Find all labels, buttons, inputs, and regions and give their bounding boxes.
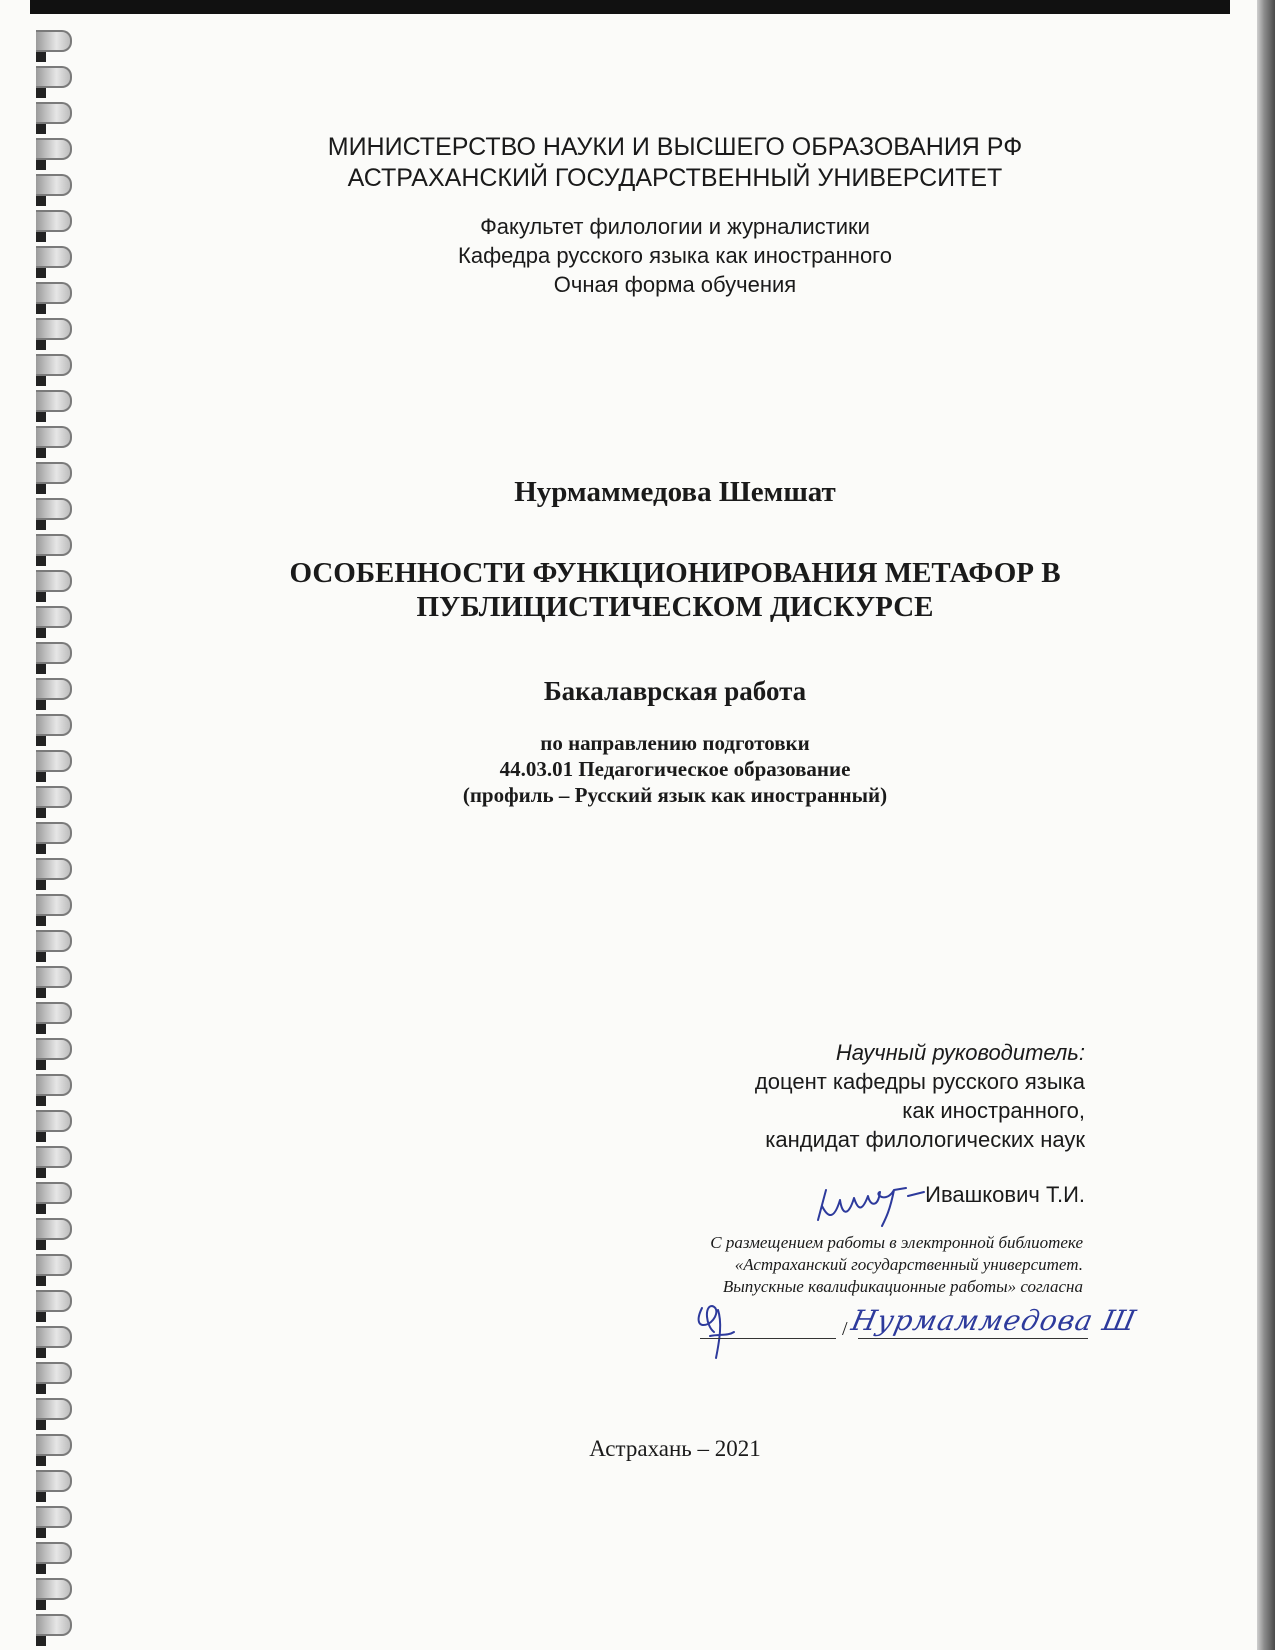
direction-line-2: 44.03.01 Педагогическое образование: [499, 757, 851, 781]
binding-hole: [36, 1420, 46, 1430]
binding-ring: [36, 822, 72, 844]
work-type: Бакалаврская работа: [543, 676, 807, 706]
binding-hole: [36, 916, 46, 926]
thesis-title-line-1: ОСОБЕННОСТИ ФУНКЦИОНИРОВАНИЯ МЕТАФОР В: [289, 557, 1061, 589]
binding-hole: [36, 1276, 46, 1286]
binding-ring: [36, 1362, 72, 1384]
binding-ring: [36, 1542, 72, 1564]
direction-line-1: по направлению подготовки: [540, 731, 810, 755]
binding-hole: [36, 1528, 46, 1538]
handwritten-author-name: Нурмаммедова Ш: [848, 1304, 1140, 1337]
ministry-header: [0, 132, 1275, 194]
binding-ring: [36, 1182, 72, 1204]
binding-ring: [36, 354, 72, 376]
binding-hole: [36, 1492, 46, 1502]
supervisor-name: Ивашкович Т.И.: [925, 1182, 1085, 1207]
binding-ring: [36, 966, 72, 988]
direction-line-3: (профиль – Русский язык как иностранный): [462, 783, 888, 807]
city-year: Астрахань – 2021: [589, 1436, 761, 1461]
binding-hole: [36, 304, 46, 314]
university-name: АСТРАХАНСКИЙ ГОСУДАРСТВЕННЫЙ УНИВЕРСИТЕТ: [347, 164, 1003, 192]
binding-hole: [36, 1636, 46, 1646]
supervisor-role: Научный руководитель:: [835, 1040, 1085, 1065]
consent-line-2: «Астраханский государственный университет.: [734, 1255, 1083, 1274]
binding-hole: [36, 1600, 46, 1610]
binding-ring: [36, 1578, 72, 1600]
binding-ring: [36, 1002, 72, 1024]
binding-hole: [36, 952, 46, 962]
binding-ring: [36, 1254, 72, 1276]
binding-ring: [36, 1398, 72, 1420]
supervisor-position-2: как иностранного,: [902, 1098, 1085, 1123]
binding-hole: [36, 628, 46, 638]
binding-hole: [36, 448, 46, 458]
name-line: [858, 1338, 1088, 1339]
consent-line-3: Выпускные квалификационные работы» согласна: [722, 1277, 1083, 1296]
binding-ring: [36, 1146, 72, 1168]
binding-hole: [36, 1132, 46, 1142]
binding-ring: [36, 66, 72, 88]
top-edge-shadow: [30, 0, 1230, 14]
binding-hole: [36, 88, 46, 98]
binding-hole: [36, 808, 46, 818]
binding-ring: [36, 1326, 72, 1348]
binding-ring: [36, 1074, 72, 1096]
binding-ring: [36, 426, 72, 448]
binding-ring: [36, 318, 72, 340]
binding-ring: [36, 930, 72, 952]
binding-ring: [36, 894, 72, 916]
binding-hole: [36, 844, 46, 854]
binding-ring: [36, 642, 72, 664]
binding-ring: [36, 858, 72, 880]
binding-hole: [36, 520, 46, 530]
study-form: Очная форма обучения: [553, 272, 797, 297]
signature-line: [700, 1338, 836, 1339]
binding-hole: [36, 52, 46, 62]
binding-hole: [36, 880, 46, 890]
binding-ring: [36, 30, 72, 52]
faculty-name: Факультет филологии и журналистики: [480, 214, 870, 239]
binding-hole: [36, 1168, 46, 1178]
supervisor-signature: [808, 1170, 938, 1230]
signature-separator: /: [842, 1318, 848, 1340]
binding-ring: [36, 534, 72, 556]
thesis-title-line-2: ПУБЛИЦИСТИЧЕСКОМ ДИСКУРСЕ: [416, 591, 934, 623]
binding-ring: [36, 1614, 72, 1636]
binding-hole: [36, 1384, 46, 1394]
binding-ring: [36, 1110, 72, 1132]
binding-ring: [36, 1470, 72, 1492]
binding-hole: [36, 1312, 46, 1322]
binding-hole: [36, 1096, 46, 1106]
faculty-block: [0, 212, 1275, 299]
binding-hole: [36, 1024, 46, 1034]
binding-ring: [36, 102, 72, 124]
library-consent: [710, 1232, 1083, 1298]
binding-ring: [36, 1290, 72, 1312]
binding-hole: [36, 340, 46, 350]
consent-line-1: С размещением работы в электронной библиотеке: [710, 1233, 1083, 1252]
author-signature: [690, 1298, 750, 1368]
binding-hole: [36, 1060, 46, 1070]
binding-hole: [36, 1564, 46, 1574]
binding-hole: [36, 664, 46, 674]
binding-hole: [36, 376, 46, 386]
department-name: Кафедра русского языка как иностранного: [458, 243, 892, 268]
binding-hole: [36, 412, 46, 422]
binding-ring: [36, 1506, 72, 1528]
binding-ring: [36, 390, 72, 412]
ministry-line-1: МИНИСТЕРСТВО НАУКИ И ВЫСШЕГО ОБРАЗОВАНИЯ РФ: [327, 133, 1023, 161]
binding-hole: [36, 196, 46, 206]
binding-hole: [36, 1240, 46, 1250]
supervisor-block: [755, 1038, 1085, 1154]
author-name: Нурмаммедова Шемшат: [514, 476, 836, 508]
binding-ring: [36, 1038, 72, 1060]
binding-hole: [36, 988, 46, 998]
study-direction: [0, 730, 1275, 808]
binding-hole: [36, 1348, 46, 1358]
supervisor-position: доцент кафедры русского языка: [754, 1069, 1085, 1094]
binding-ring: [36, 1218, 72, 1240]
supervisor-degree: кандидат филологических наук: [765, 1127, 1085, 1152]
thesis-title: [0, 556, 1275, 624]
binding-hole: [36, 1204, 46, 1214]
